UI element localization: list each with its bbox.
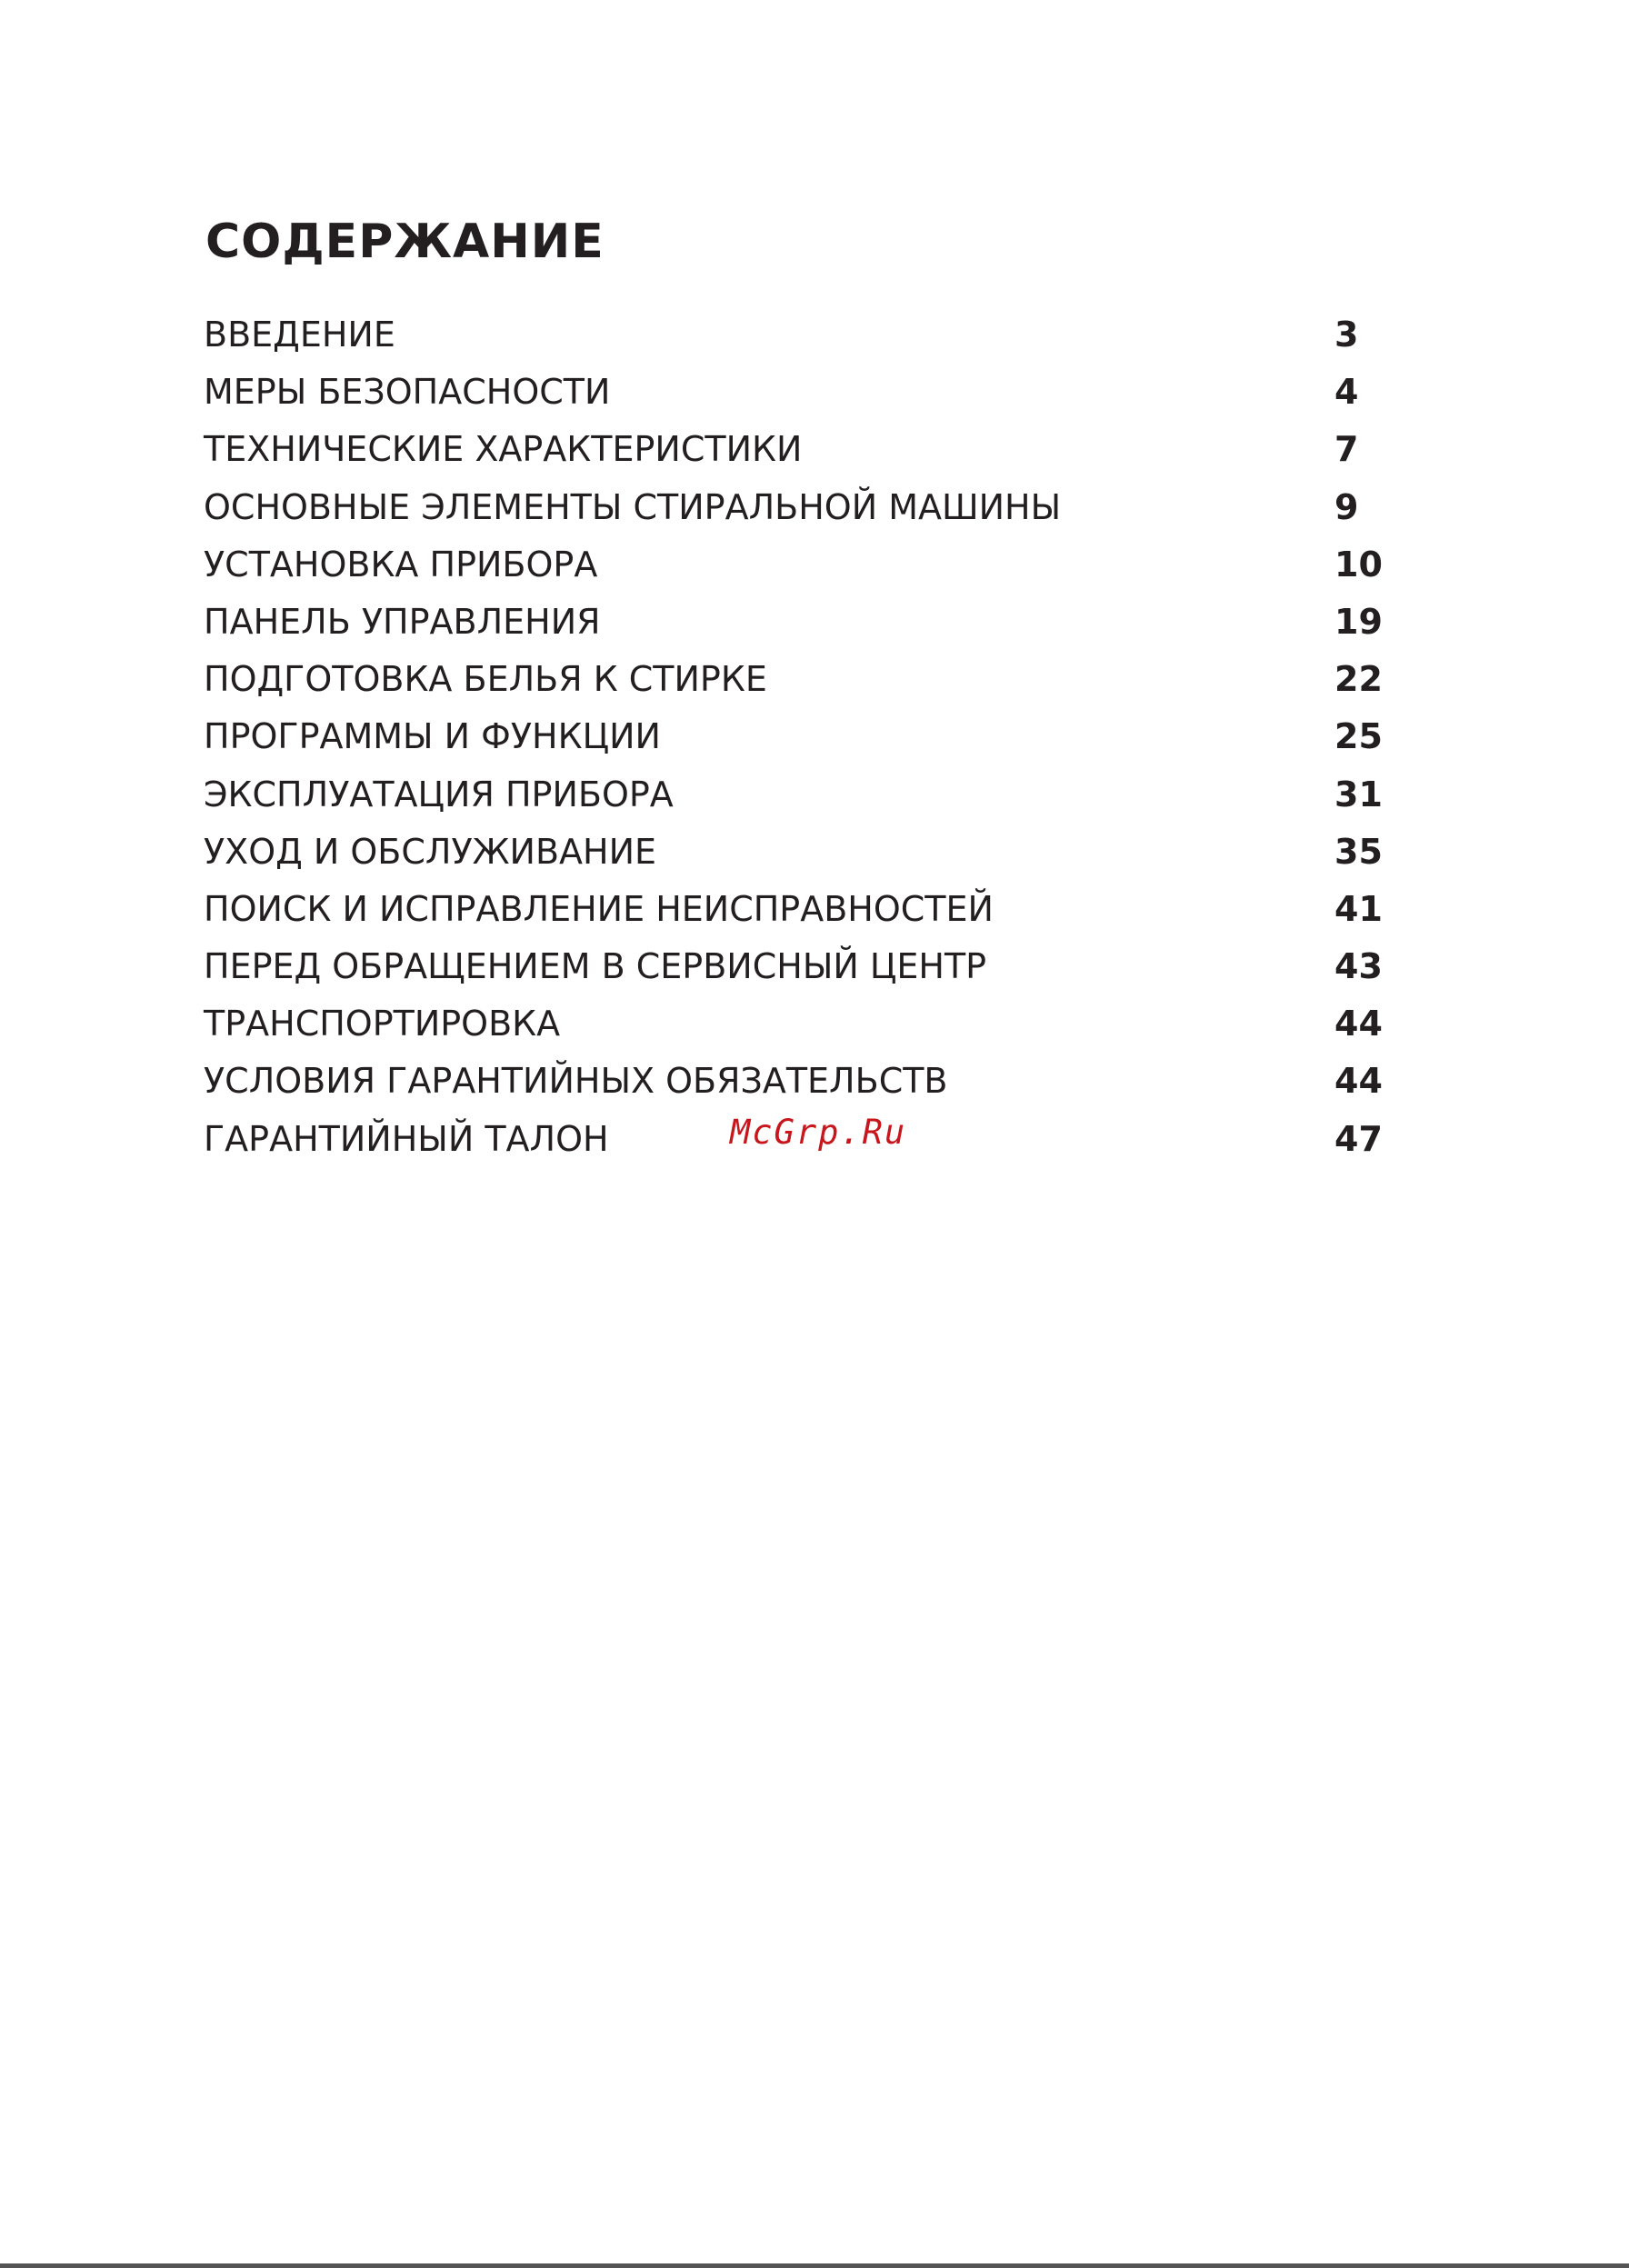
toc-entry-label: УХОД И ОБСЛУЖИВАНИЕ	[204, 831, 657, 872]
toc-entry-label: ТЕХНИЧЕСКИЕ ХАРАКТЕРИСТИКИ	[204, 429, 803, 470]
toc-entry-page: 7	[1334, 429, 1359, 470]
toc-entry-page: 31	[1334, 774, 1383, 814]
toc-entry-page: 47	[1334, 1118, 1383, 1159]
toc-entry[interactable]	[204, 651, 1385, 708]
toc-entry-page: 35	[1334, 831, 1383, 872]
toc-entry-label: ГАРАНТИЙНЫЙ ТАЛОН	[204, 1118, 609, 1159]
toc-entry-page: 44	[1334, 1004, 1383, 1044]
toc-entry-page: 41	[1334, 888, 1383, 929]
toc-entry-page: 25	[1334, 716, 1383, 757]
toc-entry-label: ПАНЕЛЬ УПРАВЛЕНИЯ	[204, 601, 601, 642]
toc-entry-page: 19	[1334, 601, 1383, 642]
toc-entry[interactable]	[204, 306, 1385, 364]
toc-entry-page: 4	[1334, 372, 1359, 413]
toc-entry-page: 44	[1334, 1061, 1383, 1102]
toc-entry[interactable]	[204, 1053, 1385, 1110]
toc-entry[interactable]	[204, 995, 1385, 1053]
toc-entry-page: 3	[1334, 315, 1359, 355]
toc-entry-label: УСТАНОВКА ПРИБОРА	[204, 544, 598, 584]
toc-entry-label: ОСНОВНЫЕ ЭЛЕМЕНТЫ СТИРАЛЬНОЙ МАШИНЫ	[204, 486, 1062, 527]
toc-entry-page: 22	[1334, 659, 1383, 700]
toc-entry-page: 43	[1334, 946, 1383, 987]
table-of-contents	[204, 306, 1385, 1168]
toc-entry[interactable]	[204, 708, 1385, 765]
toc-entry-label: ЭКСПЛУАТАЦИЯ ПРИБОРА	[204, 774, 674, 814]
toc-entry-page: 9	[1334, 486, 1359, 527]
toc-entry[interactable]	[204, 536, 1385, 594]
toc-entry-page: 10	[1334, 544, 1383, 584]
toc-entry-label: ВВЕДЕНИЕ	[204, 315, 395, 355]
toc-entry-label: ПРОГРАММЫ И ФУНКЦИИ	[204, 716, 661, 757]
toc-entry-label: ПОИСК И ИСПРАВЛЕНИЕ НЕИСПРАВНОСТЕЙ	[204, 888, 994, 929]
toc-entry[interactable]	[204, 824, 1385, 881]
watermark: McGrp.Ru	[730, 1113, 907, 1152]
toc-entry[interactable]	[204, 594, 1385, 651]
toc-entry[interactable]	[204, 881, 1385, 938]
toc-entry-label: ПЕРЕД ОБРАЩЕНИЕМ В СЕРВИСНЫЙ ЦЕНТР	[204, 946, 987, 987]
toc-entry[interactable]	[204, 364, 1385, 421]
page-bottom-divider	[0, 2263, 1629, 2268]
toc-entry-label: ПОДГОТОВКА БЕЛЬЯ К СТИРКЕ	[204, 659, 767, 700]
toc-entry-label: МЕРЫ БЕЗОПАСНОСТИ	[204, 372, 611, 413]
toc-entry[interactable]	[204, 938, 1385, 995]
page-title: СОДЕРЖАНИЕ	[205, 215, 605, 269]
toc-entry[interactable]	[204, 766, 1385, 824]
toc-entry-label: УСЛОВИЯ ГАРАНТИЙНЫХ ОБЯЗАТЕЛЬСТВ	[204, 1061, 948, 1102]
toc-entry-label: ТРАНСПОРТИРОВКА	[204, 1004, 561, 1044]
toc-entry[interactable]	[204, 421, 1385, 478]
toc-entry[interactable]	[204, 479, 1385, 536]
